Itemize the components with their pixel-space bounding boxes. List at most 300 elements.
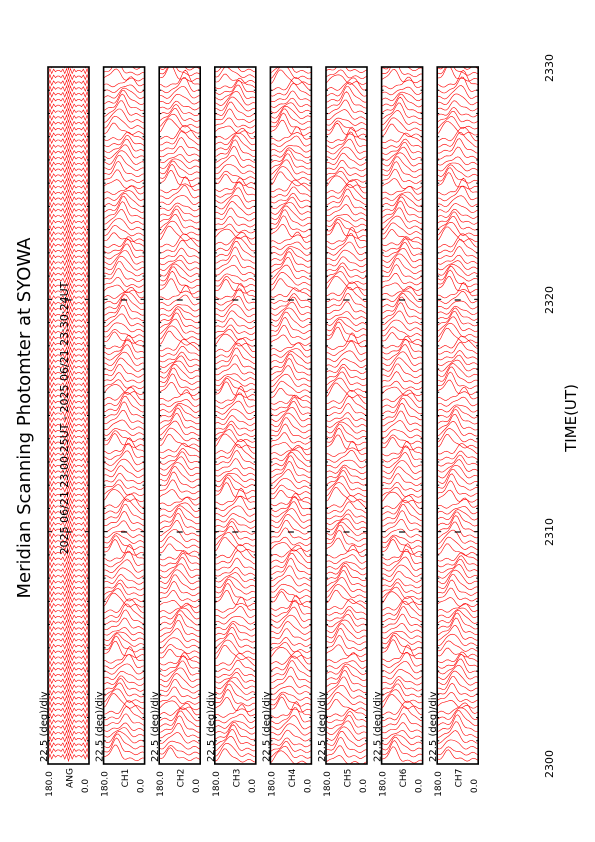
scan-trace (382, 633, 423, 644)
scan-trace (270, 197, 311, 209)
y-tick-label: 0.0 (303, 778, 314, 794)
scan-trace (215, 545, 256, 558)
y-tick-label: 180.0 (378, 771, 389, 797)
scan-trace (382, 435, 423, 444)
scan-trace (326, 121, 367, 132)
scan-trace (382, 511, 423, 527)
scan-trace (270, 297, 311, 309)
scan-trace (382, 557, 423, 571)
scan-trace (215, 277, 256, 288)
scan-trace (437, 634, 478, 646)
scan-trace (215, 416, 256, 426)
scan-trace (382, 387, 423, 396)
y-tick-label: 180.0 (267, 771, 278, 797)
scan-trace (437, 101, 478, 111)
scan-traces (326, 54, 367, 765)
scan-trace (104, 521, 145, 532)
scan-trace (437, 246, 478, 258)
scan-trace (326, 204, 367, 215)
y-tick-label: 0.0 (470, 778, 481, 794)
scan-trace (215, 279, 256, 293)
scan-trace (382, 701, 423, 715)
scan-trace (270, 697, 311, 712)
scan-trace (215, 171, 256, 180)
scale-label: 22.5 (deg)/div (150, 691, 162, 762)
scan-trace (326, 708, 367, 716)
scan-trace (326, 610, 367, 621)
panel-ch2 (150, 57, 202, 796)
scan-trace (159, 463, 200, 476)
scan-trace (270, 351, 311, 363)
x-tick-label: 2300 (543, 750, 556, 778)
scan-trace (382, 124, 423, 137)
scan-trace (215, 558, 256, 570)
x-axis-label: TIME(UT) (562, 384, 580, 452)
channel-label: CH1 (121, 768, 132, 788)
scan-trace (437, 506, 478, 514)
scale-label: 22.5 (deg)/div (205, 691, 217, 762)
scan-trace (382, 453, 423, 468)
scan-trace (215, 421, 256, 431)
scan-traces (382, 51, 423, 763)
scan-trace (159, 551, 200, 560)
scan-trace (215, 705, 256, 718)
scan-trace (382, 111, 423, 125)
scan-trace (270, 514, 311, 528)
scan-trace (215, 468, 256, 476)
scan-trace (270, 607, 311, 622)
scan-trace (215, 67, 256, 78)
scan-trace (215, 74, 256, 83)
scan-trace (270, 661, 311, 677)
scan-trace (215, 450, 256, 464)
scan-trace (215, 749, 256, 762)
y-tick-label: 180.0 (211, 771, 222, 797)
scan-trace (159, 603, 200, 613)
scan-trace (270, 265, 311, 279)
scan-trace (270, 103, 311, 113)
scan-trace (382, 730, 423, 739)
scan-trace (104, 484, 145, 495)
scan-trace (270, 584, 311, 592)
scan-trace (437, 360, 478, 371)
scan-trace (104, 49, 145, 64)
scan-trace (215, 374, 256, 381)
scan-trace (104, 392, 145, 406)
scan-trace (326, 699, 367, 710)
y-tick-label: 0.0 (81, 778, 91, 794)
scan-trace (159, 452, 200, 465)
scan-trace (159, 307, 200, 317)
scan-trace (159, 339, 200, 351)
y-tick-label: 180.0 (323, 771, 333, 797)
scan-trace (270, 694, 311, 706)
scan-trace (326, 661, 367, 669)
scan-trace (215, 519, 256, 529)
scan-trace (159, 305, 200, 312)
scan-trace (326, 599, 367, 610)
scan-trace (159, 203, 200, 211)
scan-traces (270, 54, 311, 764)
scan-trace (159, 352, 200, 362)
scan-trace (104, 560, 145, 573)
scan-trace (437, 196, 478, 207)
scan-trace (104, 314, 145, 327)
scan-trace (326, 628, 367, 644)
scan-trace (270, 730, 311, 741)
scan-trace (326, 502, 367, 513)
chart-subtitle: 2025 06/21 23:00:25UT - 2025 06/21 23:30:24UT (58, 281, 71, 555)
scan-trace (215, 237, 256, 251)
scan-trace (104, 664, 145, 674)
scan-trace (437, 264, 478, 275)
y-tick-label: 0.0 (414, 778, 425, 794)
scan-trace (159, 403, 200, 412)
scan-trace (104, 504, 145, 520)
scan-trace (437, 234, 478, 247)
scan-trace (159, 414, 200, 430)
scan-trace (437, 147, 478, 159)
scan-trace (159, 131, 200, 145)
scan-trace (159, 326, 200, 340)
scan-trace (326, 396, 367, 410)
scan-trace (104, 480, 145, 490)
scan-trace (159, 125, 200, 139)
scan-trace (104, 109, 145, 123)
scan-trace (270, 167, 311, 181)
scan-trace (270, 148, 311, 158)
scan-trace (326, 756, 367, 765)
scan-trace (159, 382, 200, 395)
scale-label: 22.5 (deg)/div (372, 691, 384, 762)
scan-trace (159, 264, 200, 277)
scan-trace (215, 229, 256, 239)
scan-trace (215, 506, 256, 516)
scan-trace (437, 311, 478, 326)
y-tick-label: 0.0 (136, 778, 147, 794)
scan-trace (215, 241, 256, 257)
scan-trace (104, 634, 145, 647)
scan-trace (159, 368, 200, 384)
scan-traces (104, 49, 145, 761)
scan-trace (382, 461, 423, 474)
scan-trace (437, 62, 478, 75)
scan-trace (382, 97, 423, 113)
scan-trace (326, 545, 367, 558)
scan-trace (104, 180, 145, 189)
scan-trace (159, 346, 200, 356)
scan-trace (270, 442, 311, 449)
scan-trace (104, 155, 145, 170)
scan-trace (326, 364, 367, 373)
scan-trace (104, 268, 145, 281)
scan-trace (104, 647, 145, 664)
scan-trace (215, 296, 256, 311)
scan-trace (159, 608, 200, 619)
scan-trace (215, 551, 256, 564)
scale-label: 22.5 (deg)/div (94, 691, 106, 762)
scan-trace (270, 257, 311, 273)
scan-trace (382, 336, 423, 348)
scan-trace (270, 224, 311, 237)
scan-trace (382, 142, 423, 154)
scan-trace (382, 411, 423, 426)
scan-trace (270, 374, 311, 387)
scan-trace (270, 566, 311, 581)
scan-trace (382, 571, 423, 582)
scan-trace (104, 219, 145, 231)
scan-trace (437, 56, 478, 63)
scan-trace (159, 138, 200, 152)
scan-trace (215, 133, 256, 145)
scan-trace (215, 355, 256, 370)
scan-trace (270, 738, 311, 747)
scan-trace (159, 732, 200, 743)
scan-trace (270, 113, 311, 130)
scan-trace (159, 529, 200, 542)
scan-trace (326, 100, 367, 114)
scan-trace (326, 118, 367, 125)
scan-trace (382, 77, 423, 89)
scan-trace (215, 677, 256, 688)
scan-trace (437, 683, 478, 696)
scan-trace (159, 434, 200, 447)
scan-trace (104, 396, 145, 412)
scan-trace (159, 674, 200, 688)
scan-trace (382, 195, 423, 207)
scan-trace (159, 421, 200, 435)
scan-trace (215, 627, 256, 642)
scan-trace (104, 701, 145, 714)
panel-ch5 (317, 54, 369, 797)
x-tick-label: 2320 (543, 286, 556, 314)
scale-label: 22.5 (deg)/div (261, 691, 273, 762)
scan-trace (382, 364, 423, 378)
x-tick-label: 2310 (543, 518, 556, 546)
scale-label: 22.5 (deg)/div (317, 691, 328, 762)
scan-trace (270, 288, 311, 298)
scan-trace (104, 429, 145, 436)
scan-traces (159, 57, 200, 760)
scan-trace (215, 577, 256, 588)
scan-trace (104, 473, 145, 484)
scan-trace (382, 197, 423, 212)
scan-trace (104, 225, 145, 236)
y-tick-label: 180.0 (156, 771, 167, 797)
scan-trace (270, 395, 311, 404)
scan-trace (437, 111, 478, 123)
channel-label: CH3 (232, 768, 243, 788)
scan-trace (326, 566, 367, 581)
scan-trace (159, 221, 200, 235)
scan-trace (48, 57, 89, 64)
scan-trace (104, 151, 145, 165)
scan-trace (326, 189, 367, 205)
scan-trace (159, 186, 200, 199)
scan-trace (382, 54, 423, 70)
scan-trace (215, 573, 256, 583)
scan-trace (326, 227, 367, 244)
scan-trace (270, 445, 311, 455)
scan-trace (437, 165, 478, 177)
scan-trace (382, 390, 423, 402)
scan-trace (270, 550, 311, 563)
y-tick-label: 180.0 (434, 771, 445, 797)
scan-trace (215, 97, 256, 111)
y-tick-label: 0.0 (247, 778, 258, 794)
scan-trace (104, 329, 145, 337)
scan-trace (270, 592, 311, 605)
scan-trace (326, 522, 367, 536)
scan-trace (437, 648, 478, 657)
scan-trace (215, 318, 256, 329)
scan-trace (104, 610, 145, 624)
scan-trace (159, 748, 200, 761)
scan-trace (104, 193, 145, 206)
panel-ch4 (261, 54, 313, 797)
panel-ch7 (428, 56, 480, 797)
scan-trace (104, 191, 145, 201)
scan-trace (159, 59, 200, 70)
scan-trace (104, 433, 145, 447)
scan-trace (215, 274, 256, 281)
panel-ch6 (373, 51, 425, 797)
scan-trace (159, 620, 200, 636)
scan-trace (382, 153, 423, 166)
scan-trace (382, 103, 423, 119)
scan-trace (437, 139, 478, 154)
channel-label: CH2 (176, 768, 187, 788)
scan-trace (382, 645, 423, 662)
scan-trace (326, 727, 367, 741)
scan-trace (382, 714, 423, 727)
scan-trace (104, 714, 145, 726)
scan-trace (437, 553, 478, 562)
scan-trace (326, 351, 367, 362)
scan-trace (270, 692, 311, 700)
channel-label: ANG (65, 768, 76, 788)
scan-trace (215, 60, 256, 72)
scan-trace (326, 731, 367, 746)
scan-trace (159, 196, 200, 205)
scan-trace (382, 579, 423, 588)
scan-trace (104, 233, 145, 242)
scan-trace (382, 157, 423, 172)
scan-trace (437, 86, 478, 99)
scan-trace (270, 308, 311, 321)
scan-trace (104, 373, 145, 384)
scan-trace (159, 206, 200, 217)
scan-trace (159, 590, 200, 601)
scan-trace (270, 381, 311, 393)
scan-trace (437, 163, 478, 171)
scan-trace (437, 60, 478, 69)
y-tick-label: 180.0 (45, 771, 55, 797)
scan-trace (382, 87, 423, 95)
scan-trace (382, 723, 423, 733)
scan-trace (437, 565, 478, 579)
scan-trace (382, 437, 423, 450)
scan-trace (382, 446, 423, 462)
scan-trace (382, 162, 423, 178)
scan-trace (326, 167, 367, 176)
scan-trace (104, 575, 145, 585)
scan-trace (326, 514, 367, 525)
scan-trace (270, 615, 311, 628)
scan-trace (159, 57, 200, 64)
scan-trace (326, 263, 367, 273)
scan-trace (437, 588, 478, 601)
scan-trace (104, 632, 145, 641)
channel-label: CH5 (343, 768, 354, 788)
scan-trace (270, 502, 311, 517)
scan-trace (326, 123, 367, 137)
x-tick-labels (543, 54, 556, 778)
scan-trace (104, 244, 145, 259)
scan-trace (215, 182, 256, 198)
scan-trace (437, 407, 478, 419)
scan-trace (326, 83, 367, 97)
y-tick-label: 180.0 (100, 771, 111, 797)
panels-group (39, 49, 480, 797)
scan-trace (270, 193, 311, 203)
scan-trace (104, 671, 145, 680)
channel-label: CH6 (399, 768, 410, 788)
scan-trace (326, 685, 367, 698)
scan-trace (104, 451, 145, 466)
scan-trace (159, 94, 200, 104)
scan-trace (215, 348, 256, 364)
scan-trace (159, 70, 200, 87)
scan-traces (215, 52, 256, 763)
scan-trace (159, 506, 200, 518)
scan-trace (437, 700, 478, 708)
scan-trace (437, 387, 478, 400)
scan-trace (270, 210, 311, 226)
scan-trace (159, 575, 200, 590)
scan-trace (270, 667, 311, 683)
scan-trace (159, 537, 200, 549)
scan-trace (104, 285, 145, 293)
scan-trace (104, 380, 145, 389)
scan-trace (326, 311, 367, 319)
scan-trace (159, 472, 200, 488)
scan-trace (437, 443, 478, 454)
scan-trace (326, 319, 367, 331)
scan-trace (104, 77, 145, 87)
scan-trace (437, 659, 478, 674)
scan-trace (159, 644, 200, 653)
scan-trace (382, 632, 423, 639)
scan-trace (382, 327, 423, 337)
panel-ch3 (206, 52, 258, 797)
scan-trace (382, 614, 423, 627)
scan-trace (215, 681, 256, 695)
scan-trace (159, 313, 200, 329)
scan-trace (215, 85, 256, 100)
scan-trace (159, 260, 200, 271)
scan-trace (270, 279, 311, 292)
scan-trace (326, 470, 367, 485)
scan-trace (104, 292, 145, 304)
scan-trace (326, 403, 367, 415)
scan-trace (270, 742, 311, 753)
panel-frame (215, 67, 256, 764)
scan-trace (104, 123, 145, 135)
scan-trace (270, 252, 311, 268)
scan-trace (104, 85, 145, 93)
scan-trace (104, 410, 145, 424)
